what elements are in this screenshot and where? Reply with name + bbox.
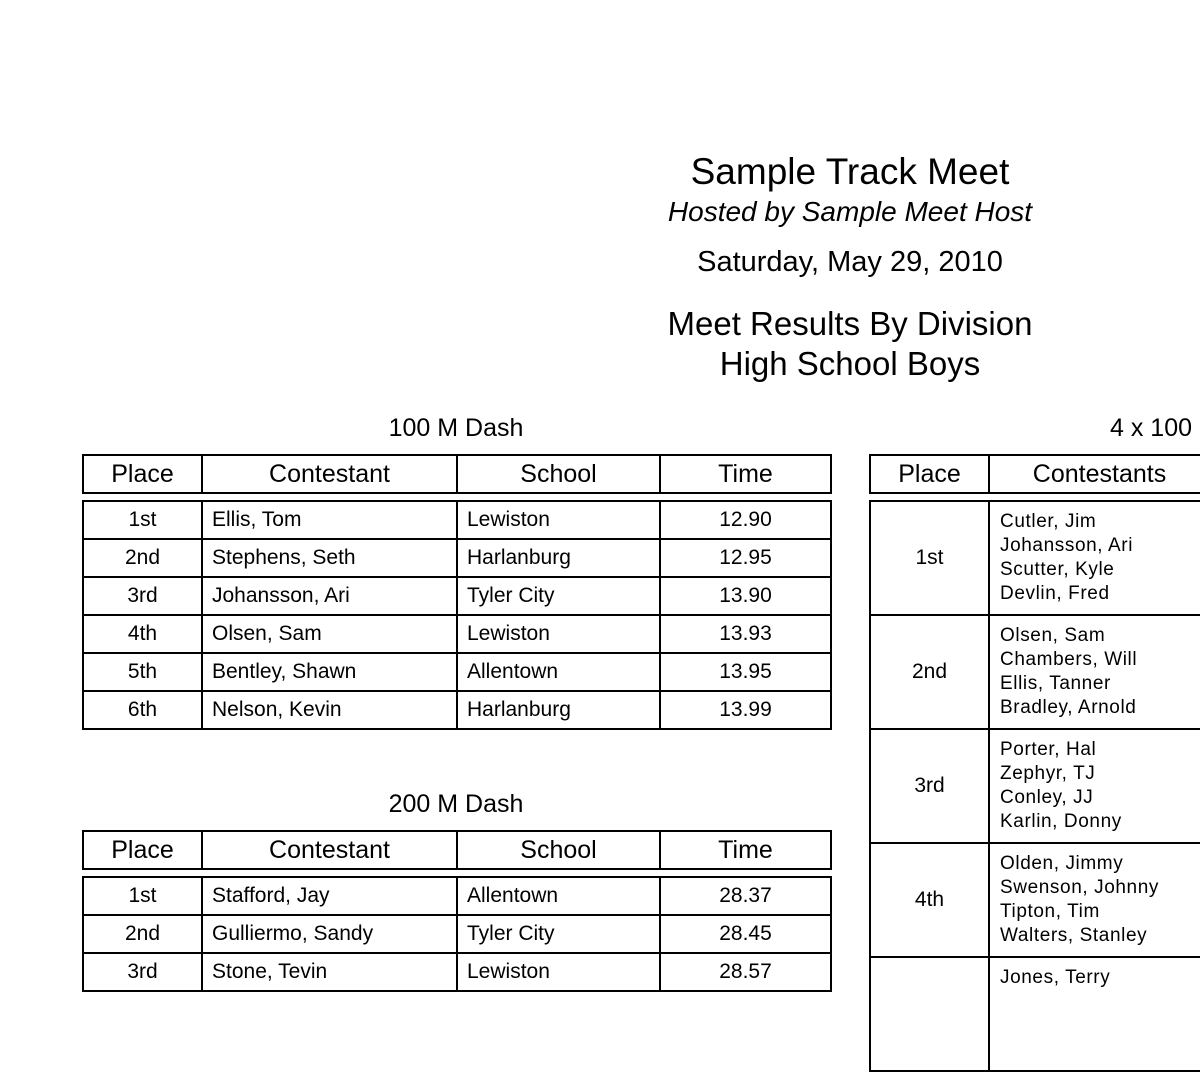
contestant-name: Cutler, Jim [1000, 511, 1097, 532]
table-row [870, 843, 1200, 957]
table-row [870, 957, 1200, 1071]
school-cell: Lewiston [457, 615, 660, 653]
contestant-name: Porter, Hal [1000, 739, 1097, 760]
event-title-100m: 100 M Dash [388, 414, 524, 442]
event-title-200m: 200 M Dash [388, 790, 524, 818]
contestant-cell: Gulliermo, Sandy [202, 915, 457, 953]
table-row [83, 539, 831, 577]
column-header-contestants: Contestants [989, 455, 1200, 493]
contestants-cell [989, 501, 1200, 615]
contestant-name: Olden, Jimmy [1000, 853, 1124, 874]
place-cell: 2nd [83, 539, 202, 577]
results-table-4x100 [869, 500, 1200, 1072]
contestant-cell: Stafford, Jay [202, 877, 457, 915]
table-row [870, 615, 1200, 729]
results-table-header-100m [82, 454, 832, 494]
contestants-cell [989, 957, 1200, 1071]
contestant-name: Conley, JJ [1000, 787, 1094, 808]
results-table-100m [82, 500, 832, 730]
time-cell: 28.45 [660, 915, 831, 953]
school-cell: Harlanburg [457, 691, 660, 729]
place-cell: 5th [83, 653, 202, 691]
school-cell: Harlanburg [457, 539, 660, 577]
division-heading: High School Boys [719, 345, 981, 382]
results-table-header-4x100 [869, 454, 1200, 494]
contestants-cell [989, 615, 1200, 729]
contestant-cell: Johansson, Ari [202, 577, 457, 615]
time-cell: 13.93 [660, 615, 831, 653]
time-cell: 13.90 [660, 577, 831, 615]
column-header-place: Place [83, 831, 202, 869]
time-cell: 28.37 [660, 877, 831, 915]
results-table-header-200m [82, 830, 832, 870]
results-table-200m [82, 876, 832, 992]
table-row [83, 953, 831, 991]
place-cell: 3rd [870, 729, 989, 843]
contestant-cell: Stephens, Seth [202, 539, 457, 577]
place-cell: 2nd [83, 915, 202, 953]
contestant-name: Tipton, Tim [1000, 901, 1100, 922]
place-cell: 1st [870, 501, 989, 615]
place-cell: 6th [83, 691, 202, 729]
time-cell: 12.90 [660, 501, 831, 539]
contestant-name: Olsen, Sam [1000, 625, 1106, 646]
column-header-place: Place [870, 455, 989, 493]
column-header-time: Time [660, 455, 831, 493]
column-header-contestant: Contestant [202, 455, 457, 493]
contestant-name: Scutter, Kyle [1000, 559, 1115, 580]
column-header-contestant: Contestant [202, 831, 457, 869]
meet-date: Saturday, May 29, 2010 [697, 246, 1003, 278]
time-cell: 13.99 [660, 691, 831, 729]
table-row [83, 877, 831, 915]
place-cell: 1st [83, 877, 202, 915]
contestant-cell: Ellis, Tom [202, 501, 457, 539]
table-row [83, 653, 831, 691]
school-cell: Allentown [457, 653, 660, 691]
place-cell: 2nd [870, 615, 989, 729]
meet-host: Hosted by Sample Meet Host [667, 196, 1033, 227]
results-heading: Meet Results By Division [667, 305, 1033, 342]
column-header-school: School [457, 831, 660, 869]
school-cell: Tyler City [457, 915, 660, 953]
contestant-name: Ellis, Tanner [1000, 673, 1111, 694]
table-row [83, 615, 831, 653]
event-title-4x100: 4 x 100 [1110, 414, 1193, 442]
contestant-cell: Stone, Tevin [202, 953, 457, 991]
contestant-name: Chambers, Will [1000, 649, 1138, 670]
time-cell: 13.95 [660, 653, 831, 691]
contestant-name: Swenson, Johnny [1000, 877, 1159, 898]
table-row [870, 501, 1200, 615]
contestant-name: Zephyr, TJ [1000, 763, 1096, 784]
contestant-name: Karlin, Donny [1000, 811, 1122, 832]
school-cell: Lewiston [457, 501, 660, 539]
contestant-name: Jones, Terry [1000, 967, 1111, 988]
contestant-name: Walters, Stanley [1000, 925, 1148, 946]
contestant-name: Bradley, Arnold [1000, 697, 1137, 718]
place-cell: 4th [870, 843, 989, 957]
place-cell [870, 957, 989, 1071]
contestants-cell [989, 729, 1200, 843]
table-row [83, 577, 831, 615]
time-cell: 12.95 [660, 539, 831, 577]
table-row [83, 691, 831, 729]
place-cell: 3rd [83, 953, 202, 991]
place-cell: 3rd [83, 577, 202, 615]
contestant-cell: Olsen, Sam [202, 615, 457, 653]
place-cell: 4th [83, 615, 202, 653]
table-row [83, 501, 831, 539]
contestant-name: Devlin, Fred [1000, 583, 1110, 604]
contestant-cell: Bentley, Shawn [202, 653, 457, 691]
table-row [870, 729, 1200, 843]
table-row [83, 915, 831, 953]
column-header-place: Place [83, 455, 202, 493]
contestant-name: Johansson, Ari [1000, 535, 1134, 556]
column-header-time: Time [660, 831, 831, 869]
time-cell: 28.57 [660, 953, 831, 991]
contestants-cell [989, 843, 1200, 957]
column-header-school: School [457, 455, 660, 493]
school-cell: Allentown [457, 877, 660, 915]
meet-title: Sample Track Meet [690, 151, 1010, 192]
place-cell: 1st [83, 501, 202, 539]
school-cell: Lewiston [457, 953, 660, 991]
school-cell: Tyler City [457, 577, 660, 615]
contestant-cell: Nelson, Kevin [202, 691, 457, 729]
